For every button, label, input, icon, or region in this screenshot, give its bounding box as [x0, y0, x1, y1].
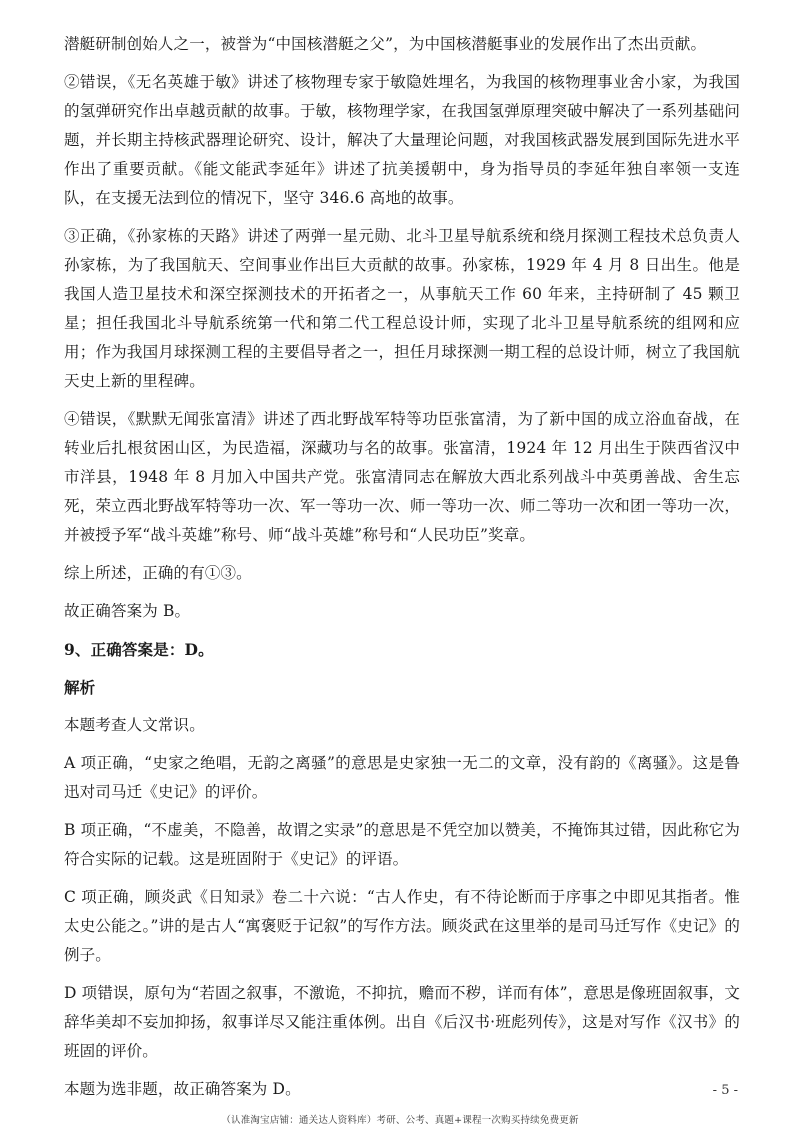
document-body: [64, 30, 740, 1104]
paragraph-option-4: ④错误，《默默无闻张富清》讲述了西北野战军特等功臣张富清，为了新中国的成立浴血奋战，在转业后扎根贫困山区，为民造福，深藏功与名的故事。张富清，1924 年 12 月出生于陕西省汉中市洋县，1948 年 8 月加入中国共产党。张富清同志在解放大西北系列战斗中英勇善战、舍生忘死，荣立西北野战军特等功一次、军一等功一次、师一等功一次、师二等功一次和团一等功一次，并被授予军“战斗英雄”称号、师“战斗英雄”称号和“人民功臣”奖章。: [64, 410, 740, 544]
paragraph-summary: 综上所述，正确的有①③。: [64, 564, 252, 582]
page-number: - 5 -: [712, 1083, 738, 1098]
footer-note: （认准淘宝店铺：通关达人资料库）考研、公考、真题+课程一次购买持续免费更新: [221, 1115, 579, 1126]
question-9-analysis-heading: 解析: [64, 678, 96, 697]
paragraph-option-2: ②错误，《无名英雄于敏》讲述了核物理专家于敏隐姓埋名，为我国的核物理事业舍小家，为我国的氢弹研究作出卓越贡献的故事。于敏，核物理学家，在我国氢弹原理突破中解决了一系列基础问题，并长期主持核武器理论研究、设计，解决了大量理论问题，对我国核武器发展到国际先进水平作出了重要贡献。《能文能武李延年》讲述了抗美援朝中，身为指导员的李延年独自率领一支连队，在支援无法到位的情况下，坚守 346.6 高地的故事。: [64, 73, 740, 207]
question-9-conclusion: 本题为选非题，故正确答案为 D。: [64, 1080, 301, 1098]
question-9-option-d: D 项错误，原句为“若固之叙事，不激诡，不抑抗，赡而不秽，详而有体”，意思是像班固叙事，文辞华美却不妄加抑扬，叙事详尽又能注重体例。出自《后汉书·班彪列传》，这是对写作《汉书》的班固的评价。: [64, 984, 740, 1060]
question-9-option-c: C 项正确，顾炎武《日知录》卷二十六说：“古人作史，有不待论断而于序事之中即见其指者。惟太史公能之。”讲的是古人“寓褒贬于记叙”的写作方法。顾炎武在这里举的是司马迁写作《史记》的例子。: [64, 888, 740, 964]
question-9-option-b: B 项正确，“不虚美，不隐善，故谓之实录”的意思是不凭空加以赞美，不掩饰其过错，因此称它为符合实际的记载。这是班固附于《史记》的评语。: [64, 821, 740, 868]
paragraph-answer-8: 故正确答案为 B。: [64, 602, 191, 620]
paragraph-option-3: ③正确，《孙家栋的天路》讲述了两弹一星元勋、北斗卫星导航系统和绕月探测工程技术总负责人孙家栋，为了我国航天、空间事业作出巨大贡献的故事。孙家栋，1929 年 4 月 8 日出生。他是我国人造卫星技术和深空探测技术的开拓者之一，从事航天工作 60 年来，主持研制了 45 颗卫星；担任我国北斗导航系统第一代和第二代工程总设计师，实现了北斗卫星导航系统的组网和应用；作为我国月球探测工程的主要倡导者之一，担任月球探测一期工程的总设计师，树立了我国航天史上新的里程碑。: [64, 227, 740, 390]
question-9-topic: 本题考查人文常识。: [64, 716, 205, 734]
paragraph-continuation: 潜艇研制创始人之一，被誉为“中国核潜艇之父”，为中国核潜艇事业的发展作出了杰出贡献。: [64, 35, 707, 53]
question-9-answer-heading: 9、正确答案是：D。: [64, 640, 214, 659]
question-9-option-a: A 项正确，“史家之绝唱，无韵之离骚”的意思是史家独一无二的文章，没有韵的《离骚》。这是鲁迅对司马迁《史记》的评价。: [64, 754, 740, 801]
